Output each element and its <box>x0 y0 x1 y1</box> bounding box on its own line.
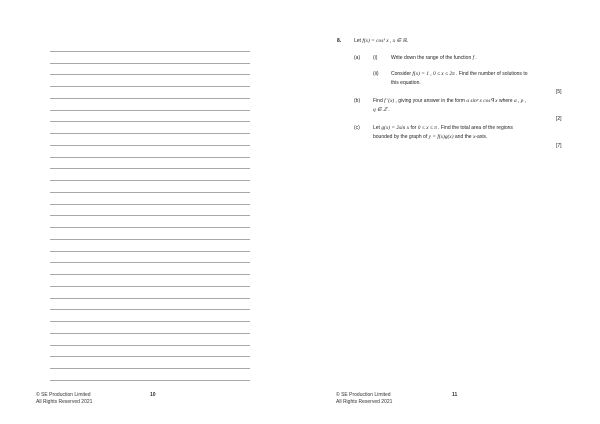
part-b-middle: giving your answer in the form <box>398 98 465 104</box>
answer-line <box>50 299 250 311</box>
part-b-prefix: Find <box>373 98 383 104</box>
answer-line <box>50 205 250 217</box>
page-number: 11 <box>452 392 458 398</box>
answer-line <box>50 134 250 146</box>
question-stem <box>354 38 408 45</box>
part-b-line2: q ∈ ℤ . <box>373 107 390 113</box>
part-a-i-prompt: Write down the range of the function <box>391 55 472 61</box>
answer-line <box>50 40 250 52</box>
part-b-math2: a sinᵖ x cosᑫ x <box>466 98 498 104</box>
answer-line <box>50 357 250 369</box>
answer-line <box>50 146 250 158</box>
answer-line <box>50 228 250 240</box>
part-c-line2-suffix: -axis. <box>475 134 488 140</box>
part-a-i-text <box>391 55 477 62</box>
part-c-math1: g(x) = 2sin x <box>381 125 410 131</box>
part-c-line2 <box>373 134 487 141</box>
part-c-line2-math2: x <box>472 134 476 140</box>
answer-line <box>50 322 250 334</box>
part-a-marks: [5] <box>556 89 562 95</box>
answer-line <box>50 369 250 381</box>
answer-line <box>50 64 250 76</box>
answer-line <box>50 75 250 87</box>
page-number: 10 <box>150 392 156 398</box>
answer-line <box>50 193 250 205</box>
footer-publisher: © SE Production Limited <box>336 392 391 398</box>
answer-line <box>50 87 250 99</box>
part-b-text <box>373 98 526 105</box>
footer-rights: All Rights Reserved 2021 <box>336 399 393 405</box>
part-a-ii-text <box>391 71 528 78</box>
part-a-i-math: f . <box>472 55 477 61</box>
part-a-ii-prefix: Consider <box>391 71 412 77</box>
answer-line <box>50 240 250 252</box>
answer-line <box>50 122 250 134</box>
answer-line <box>50 287 250 299</box>
part-a-label: (a) <box>354 55 361 61</box>
part-b-math3: a , p , <box>513 98 527 104</box>
part-b-marks: [2] <box>556 116 562 122</box>
part-a-ii-line2: this equation. <box>391 80 421 86</box>
part-a-i-label: (i) <box>373 55 378 61</box>
part-c-line2-prefix: bounded by the graph of <box>373 134 428 140</box>
answer-line <box>50 275 250 287</box>
part-c-label: (c) <box>354 125 360 131</box>
right-page <box>300 0 600 424</box>
answer-line <box>50 169 250 181</box>
answer-line <box>50 310 250 322</box>
footer-publisher: © SE Production Limited <box>36 392 91 398</box>
answer-lines <box>50 40 250 381</box>
part-c-suffix: Find the total area of the regions <box>440 125 513 131</box>
answer-line <box>50 111 250 123</box>
part-b-where: where <box>498 98 513 104</box>
part-b-math1: f ′(x) , <box>384 98 397 104</box>
answer-line <box>50 181 250 193</box>
part-c-math2: 0 ≤ x ≤ π . <box>417 125 440 131</box>
answer-line <box>50 216 250 228</box>
answer-line <box>50 158 250 170</box>
part-c-marks: [7] <box>556 143 562 149</box>
stem-prefix: Let <box>354 38 361 44</box>
part-c-for: for <box>410 125 417 131</box>
answer-line <box>50 334 250 346</box>
answer-line <box>50 52 250 64</box>
question-number: 8. <box>337 38 342 44</box>
answer-line <box>50 99 250 111</box>
part-c-line2-middle: and the <box>454 134 472 140</box>
footer-rights: All Rights Reserved 2021 <box>36 399 93 405</box>
part-c-line2-math1: y = f(x)g(x) <box>428 134 454 140</box>
answer-line <box>50 346 250 358</box>
stem-math: f(x) = cos³ x , x ∈ ℝ. <box>362 38 409 44</box>
part-a-ii-label: (ii) <box>373 71 379 77</box>
part-a-ii-suffix: Find the number of solutions to <box>458 71 528 77</box>
part-b-label: (b) <box>354 98 361 104</box>
answer-line <box>50 263 250 275</box>
part-c-prefix: Let <box>373 125 380 131</box>
part-c-text <box>373 125 513 132</box>
part-a-ii-math: f(x) = 1 , 0 ≤ x ≤ 2π . <box>412 71 458 77</box>
answer-line <box>50 252 250 264</box>
